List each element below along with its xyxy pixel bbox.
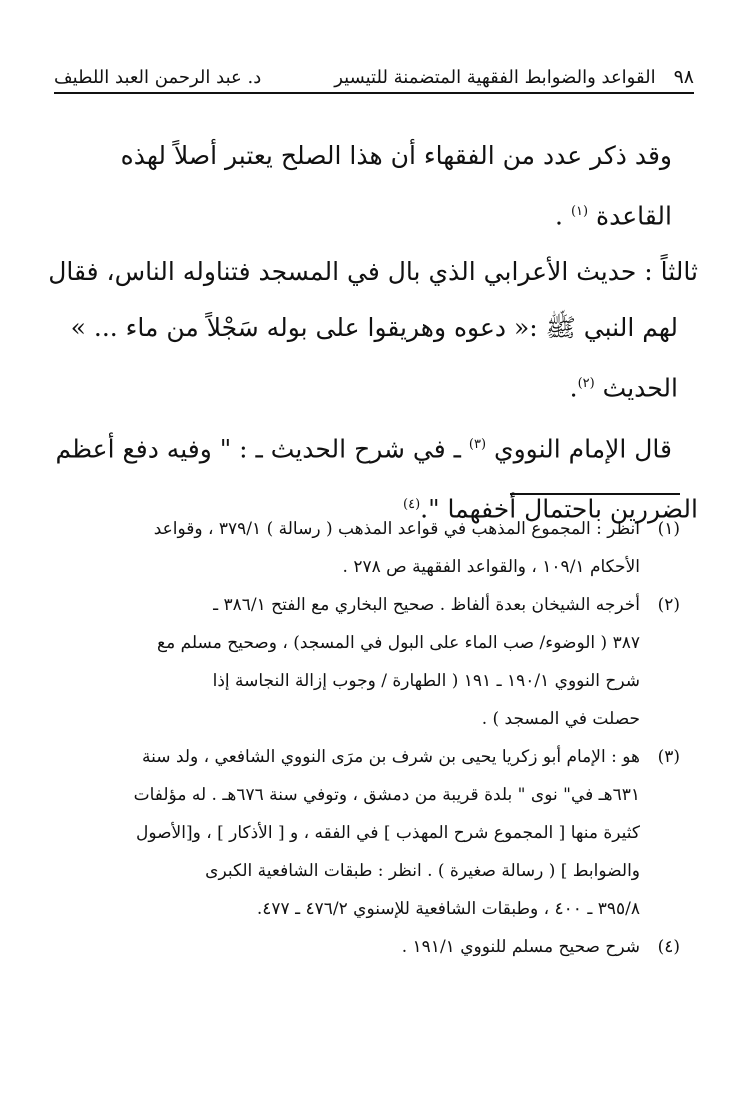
footnote-divider — [510, 493, 680, 495]
footnote-number: (٣) — [657, 747, 680, 767]
footnote-line: ٣٨٧ ( الوضوء/ صب الماء على البول في المسجد) ، وصحيح مسلم مع — [157, 633, 640, 653]
text-fragment: . — [569, 373, 578, 403]
text-fragment: القاعدة — [596, 201, 672, 231]
main-text — [48, 128, 698, 537]
footnote-body — [70, 510, 640, 586]
page-header — [54, 62, 694, 94]
footnote-line: شرح صحيح مسلم للنووي ١٩١/١ . — [401, 937, 640, 957]
footnote-line: حصلت في المسجد ) . — [481, 709, 640, 729]
text-line: وقد ذكر عدد من الفقهاء أن هذا الصلح يعتبر أصلاً لهذه — [120, 141, 672, 170]
book-title: القواعد والضوابط الفقهية المتضمنة للتيسير — [334, 66, 656, 88]
footnote-line: ٣٩٥/٨ ـ ٤٠٠ ، وطبقات الشافعية للإسنوي ٤٧٦/٢ ـ ٤٧٧. — [256, 899, 640, 919]
footnote-body — [70, 738, 640, 928]
footnote-line: الأحكام ١٠٩/١ ، والقواعد الفقهية ص ٢٧٨ . — [342, 557, 640, 577]
footnote-number: (١) — [657, 519, 680, 539]
paragraph-1 — [70, 128, 698, 244]
footnote-body — [70, 586, 640, 738]
footnotes — [70, 510, 680, 966]
page-number: ٩٨ — [673, 66, 694, 88]
footnote-line: شرح النووي ١٩٠/١ ـ ١٩١ ( الطهارة / وجوب إزالة النجاسة إذا — [212, 671, 640, 691]
header-right — [334, 66, 694, 88]
text-line: ثالثاً : حديث الأعرابي الذي بال في المسجد فتناوله الناس، فقال — [48, 257, 698, 287]
footnote-2 — [70, 586, 680, 738]
text-fragment: . — [555, 201, 563, 231]
text-fragment: الضررين باحتمال أخفهما ". — [420, 494, 698, 524]
footnote-line: أخرجه الشيخان بعدة ألفاظ . صحيح البخاري مع الفتح ٣٨٦/١ ـ — [213, 595, 640, 615]
footnote-line: كثيرة منها [ المجموع شرح المهذب ] في الفقه ، و [ الأذكار ] ، و[الأصول — [135, 823, 640, 843]
footnote-ref-4: (٤) — [403, 496, 421, 512]
footnote-1 — [70, 510, 680, 586]
footnote-number: (٤) — [657, 937, 680, 957]
paragraph-2 — [48, 244, 698, 416]
footnote-3 — [70, 738, 680, 928]
text-line — [70, 184, 672, 244]
text-line — [70, 356, 698, 416]
footnote-line: انظر : المجموع المذهب في قواعد المذهب ( رسالة ) ٣٧٩/١ ، وقواعد — [153, 519, 640, 539]
footnote-line: هو : الإمام أبو زكريا يحيى بن شرف بن مرَى النووي الشافعي ، ولد سنة — [142, 747, 640, 767]
footnote-line: والضوابط ] ( رسالة صغيرة ) . انظر : طبقات الشافعية الكبرى — [205, 861, 640, 881]
text-line: لهم النبي ﷺ :« دعوه وهريقوا على بوله سَجْلاً من ماء ... » — [70, 313, 678, 343]
text-fragment: قال الإمام النووي — [494, 433, 672, 463]
text-fragment: الحديث — [602, 373, 678, 403]
footnote-body — [70, 928, 640, 966]
text-line — [55, 417, 698, 477]
footnote-4 — [70, 928, 680, 966]
footnote-line: ٦٣١هـ في" نوى " بلدة قريبة من دمشق ، وتوفي سنة ٦٧٦هـ . له مؤلفات — [133, 785, 640, 805]
footnote-ref-2: (٢) — [577, 376, 595, 392]
footnote-number: (٢) — [657, 595, 680, 615]
footnote-ref-1: (١) — [570, 204, 589, 219]
author-name: د. عبد الرحمن العبد اللطيف — [54, 66, 262, 88]
text-fragment: ـ في شرح الحديث ـ : " وفيه دفع أعظم — [55, 433, 461, 463]
footnote-ref-3: (٣) — [468, 436, 487, 452]
